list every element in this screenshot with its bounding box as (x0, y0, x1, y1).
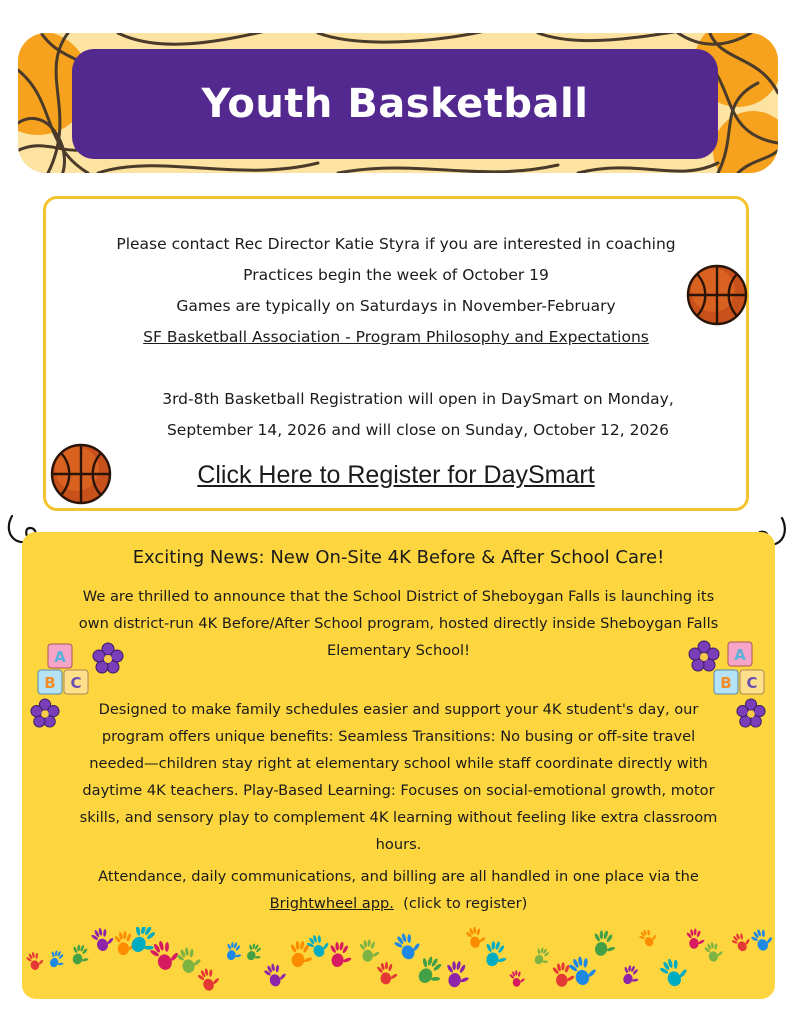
abc-blocks-icon (36, 642, 94, 696)
4k-news-section (22, 532, 775, 999)
handprint-icon (465, 927, 487, 949)
abc-blocks-icon (710, 640, 768, 696)
handprint-icon (196, 965, 223, 993)
handprint-icon (657, 954, 691, 990)
brightwheel-note: (click to register) (393, 895, 528, 912)
philosophy-link[interactable]: SF Basketball Association - Program Philosophy and Expectations (143, 328, 649, 346)
practice-start-text: Practices begin the week of October 19 (243, 266, 549, 284)
flower-icon (736, 698, 766, 728)
news-heading: Exciting News: New On-Site 4K Before & After School Care! (132, 547, 665, 568)
handprint-icon (619, 963, 643, 988)
basketball-icon (50, 443, 112, 505)
registration-close-text: September 14, 2026 and will close on Sunday, October 12, 2026 (166, 421, 670, 439)
news-intro-line: Elementary School! (327, 642, 470, 659)
register-daysmart-link[interactable]: Click Here to Register for DaySmart (197, 461, 595, 489)
svg-text:A: A (54, 648, 66, 666)
handprint-icon (391, 929, 424, 963)
brightwheel-app-link[interactable]: Brightwheel app. (269, 895, 394, 912)
registration-open-text: 3rd-8th Basketball Registration will open in DaySmart on Monday, (162, 390, 674, 408)
handprint-icon (174, 945, 203, 975)
handprint-icon (729, 929, 754, 954)
basketball-icon (686, 264, 748, 326)
svg-text:B: B (720, 674, 732, 692)
news-benefit-line: skills, and sensory play to complement 4K learning without feeling like extra classroom (79, 809, 718, 826)
news-benefit-line: program offers unique benefits: Seamless Transitions: No busing or off-site travel (101, 728, 696, 745)
handprint-icon (376, 961, 399, 985)
svg-text:B: B (44, 674, 56, 692)
handprint-icon (531, 945, 554, 969)
basketball-info-card (43, 196, 749, 511)
handprint-icon (304, 931, 333, 960)
news-benefit-line: daytime 4K teachers. Play-Based Learning: Focuses on social-emotional growth, motor (82, 782, 715, 799)
svg-text:C: C (746, 674, 758, 692)
handprint-icon (286, 939, 315, 970)
handprint-icon (412, 952, 448, 989)
handprint-icon (147, 936, 183, 973)
news-benefit-line: hours. (375, 836, 422, 853)
handprint-icon (68, 942, 92, 967)
handprint-icon (89, 927, 116, 953)
handprint-border (22, 927, 775, 999)
news-benefit-line: needed—children stay right at elementary school while staff coordinate directly with (89, 755, 708, 772)
handprint-icon (223, 940, 245, 963)
handprint-icon (443, 959, 472, 989)
svg-text:A: A (734, 646, 746, 664)
games-schedule-text: Games are typically on Saturdays in November-February (176, 297, 616, 315)
news-benefit-line: Designed to make family schedules easier and support your 4K student's day, our (98, 701, 699, 718)
brightwheel-line (22, 895, 775, 912)
handprint-icon (508, 969, 526, 988)
attendance-text: Attendance, daily communications, and billing are all handled in one place via the (98, 868, 699, 885)
handprint-icon (748, 927, 775, 954)
handprint-icon (25, 950, 46, 972)
handprint-icon (686, 928, 705, 949)
handprint-icon (327, 940, 355, 969)
page-title: Youth Basketball (201, 81, 589, 127)
handprint-icon (481, 938, 511, 969)
handprint-icon (243, 941, 265, 964)
handprint-icon (262, 961, 289, 989)
handprint-icon (46, 948, 68, 971)
handprint-icon (590, 928, 619, 959)
news-intro-line: We are thrilled to announce that the School District of Sheboygan Falls is launching its (82, 588, 715, 605)
svg-text:C: C (70, 674, 82, 692)
handprint-icon (637, 927, 660, 949)
flower-icon (92, 642, 124, 674)
handprint-icon (566, 953, 599, 987)
flower-icon (30, 698, 60, 728)
title-box (72, 49, 718, 159)
news-intro-line: own district-run 4K Before/After School program, hosted directly inside Sheboygan Falls (78, 615, 719, 632)
handprint-icon (359, 939, 380, 962)
coaching-contact-text: Please contact Rec Director Katie Styra if you are interested in coaching (116, 235, 676, 253)
handprint-icon (703, 940, 725, 963)
